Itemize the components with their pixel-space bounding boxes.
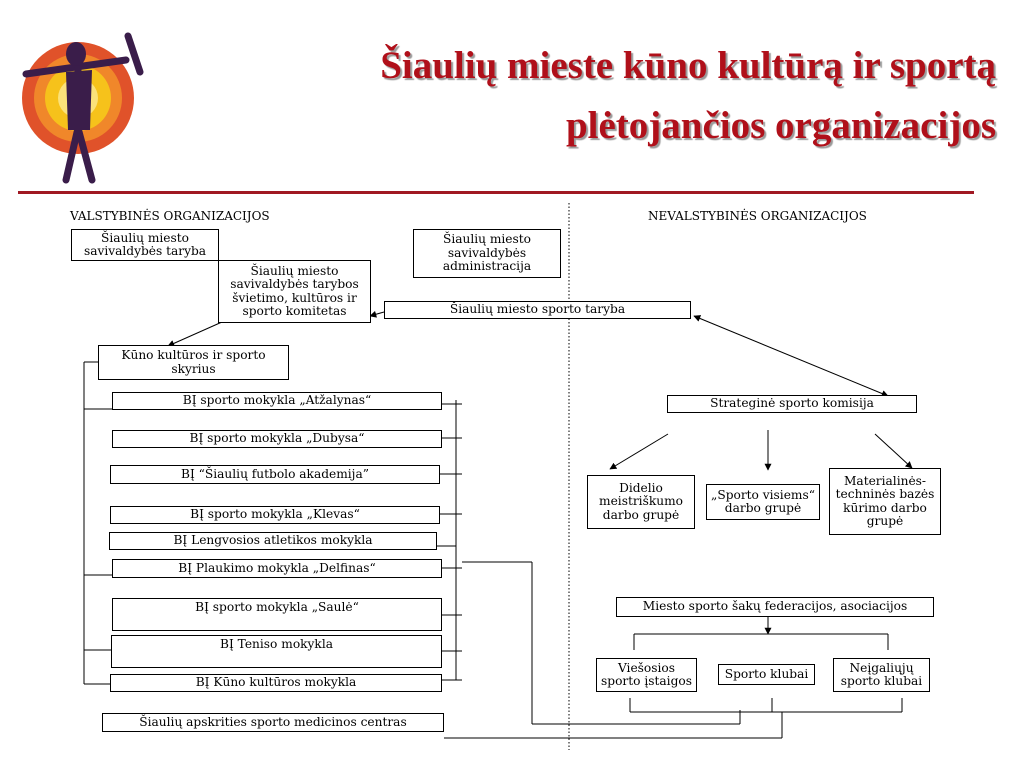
node-school-atzalynas: BĮ sporto mokykla „Atžalynas“ — [112, 392, 442, 410]
node-materialines-bazes-grupe: Materialinės- techninės bazės kūrimo darbo grupė — [829, 468, 941, 535]
node-sporto-skyrius: Kūno kultūros ir sporto skyrius — [98, 345, 289, 380]
node-school-saule: BĮ sporto mokykla „Saulė“ — [112, 598, 442, 631]
node-school-lengvosios-atletikos: BĮ Lengvosios atletikos mokykla — [109, 532, 437, 550]
node-tarybos-komitetas: Šiaulių miesto savivaldybės tarybos švietimo, kultūros ir sporto komitetas — [218, 260, 371, 323]
node-meistriskumo-grupe: Didelio meistriškumo darbo grupė — [587, 475, 695, 529]
node-sporto-federacijos: Miesto sporto šakų federacijos, asociacijos — [616, 597, 934, 617]
node-savivaldybes-administracija: Šiaulių miesto savivaldybės administracija — [413, 229, 561, 278]
node-school-klevas: BĮ sporto mokykla „Klevas“ — [110, 506, 440, 524]
page-title-line1: Šiaulių mieste kūno kultūrą ir sportą — [380, 44, 996, 87]
node-strategine-komisija: Strateginė sporto komisija — [667, 395, 917, 413]
node-sporto-medicinos-centras: Šiaulių apskrities sporto medicinos centras — [102, 713, 444, 732]
header-state-orgs: VALSTYBINĖS ORGANIZACIJOS — [70, 209, 270, 223]
node-school-delfinas: BĮ Plaukimo mokykla „Delfinas“ — [112, 559, 442, 578]
node-sporto-klubai: Sporto klubai — [718, 664, 815, 685]
node-viesosios-istaigos: Viešosios sporto įstaigos — [596, 658, 697, 692]
header-nonstate-orgs: NEVALSTYBINĖS ORGANIZACIJOS — [648, 209, 867, 223]
node-school-kuno-kulturos: BĮ Kūno kultūros mokykla — [110, 674, 442, 692]
node-sporto-taryba: Šiaulių miesto sporto taryba — [384, 301, 691, 319]
node-school-dubysa: BĮ sporto mokykla „Dubysa“ — [112, 430, 442, 448]
node-neigaliuju-klubai: Neįgaliųjų sporto klubai — [833, 658, 930, 692]
node-savivaldybes-taryba: Šiaulių miesto savivaldybės taryba — [71, 229, 219, 261]
node-sporto-visiems-grupe: „Sporto visiems“ darbo grupė — [706, 484, 820, 520]
page-title-line2: plėtojančios organizacijos — [565, 104, 996, 147]
node-school-futbolo-akademija: BĮ “Šiaulių futbolo akademija” — [110, 465, 440, 484]
node-school-teniso: BĮ Teniso mokykla — [111, 635, 442, 668]
